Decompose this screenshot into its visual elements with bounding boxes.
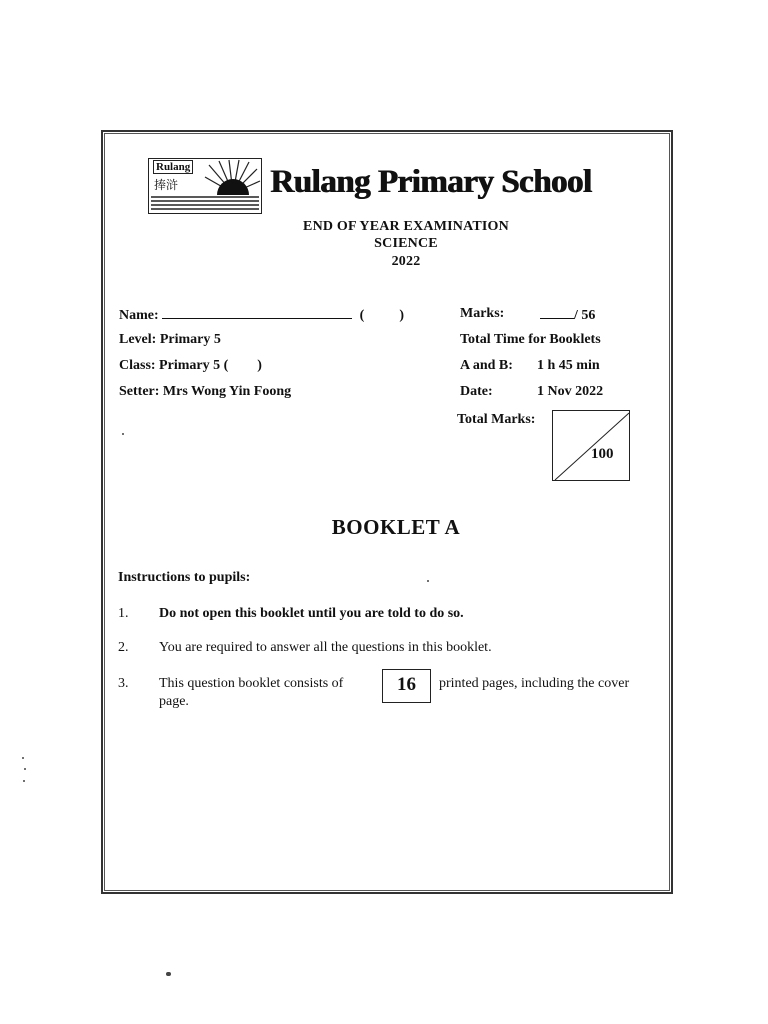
scan-speck [23,780,25,782]
school-logo [148,158,262,214]
scan-speck [22,757,24,759]
school-name: Rulang Primary School [270,164,592,200]
total-marks-value: 100 [591,446,614,462]
scan-speck [24,768,26,770]
class-label: Class: Primary 5 ( [119,358,229,373]
instruction-number: 2. [118,640,129,655]
index-paren-open: ( [359,308,365,323]
instruction-text: You are required to answer all the questions in this booklet. [159,640,492,655]
scan-speck [427,580,429,582]
marks-label: Marks: [460,306,505,321]
instruction-text-end: printed pages, including the cover [439,676,630,691]
marks-total: / 56 [574,308,596,323]
total-marks-label: Total Marks: [457,412,536,427]
instruction-text-wrap: page. [159,694,189,709]
level-text: Level: Primary 5 [119,332,221,347]
exam-year: 2022 [391,254,421,269]
scan-speck [166,972,171,976]
instruction-text: Do not open this booklet until you are told to do so. [159,606,464,621]
marks-blank[interactable] [540,306,574,319]
instruction-text-start: This question booklet consists of [159,676,344,691]
class-paren-close: ) [257,358,262,373]
setter-text: Setter: Mrs Wong Yin Foong [119,384,292,399]
exam-title: END OF YEAR EXAMINATION [303,219,509,234]
logo-chinese-text: 捧浒 [154,178,179,192]
instruction-number: 3. [118,676,129,691]
marks-row [540,306,595,324]
booklet-title: BOOKLET A [331,515,461,539]
date-label: Date: [460,384,493,399]
instruction-number: 1. [118,606,129,621]
name-label: Name: [119,308,159,323]
name-blank[interactable] [162,306,352,319]
name-row [119,306,404,324]
time-label: Total Time for Booklets [460,332,601,347]
time-ab-label: A and B: [460,358,513,373]
exam-subject: SCIENCE [374,236,438,251]
logo-word: Rulang [153,160,193,174]
time-value: 1 h 45 min [537,358,600,373]
class-row [119,358,262,374]
scan-speck [122,433,124,435]
index-paren-close: ) [399,308,404,323]
instructions-heading: Instructions to pupils: [118,570,251,585]
page-count-box: 16 [382,669,431,703]
date-value: 1 Nov 2022 [537,384,604,399]
